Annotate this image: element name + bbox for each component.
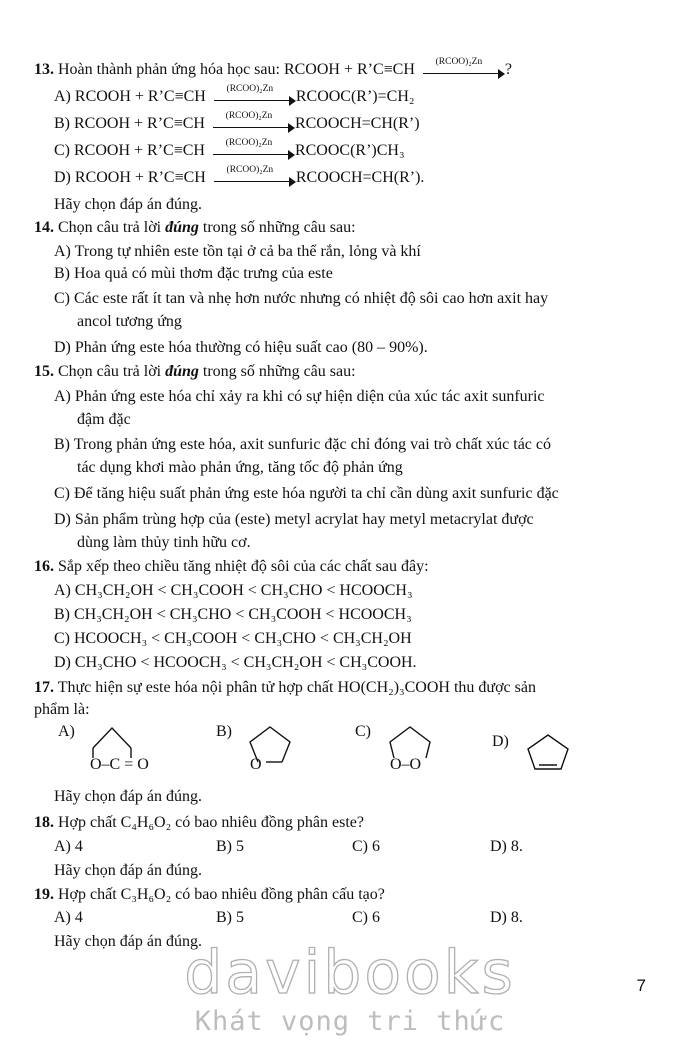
option-label: B) <box>216 838 232 855</box>
watermark-slogan: Khát vọng tri thức <box>194 1006 506 1037</box>
option-text: 8. <box>510 909 523 926</box>
question-number: 14. <box>34 219 54 236</box>
q13-option-c <box>54 138 405 161</box>
catalyst-label: (RCOO)₂Zn <box>226 84 274 94</box>
question-16 <box>34 557 429 577</box>
reactants: RCOOH + R’C≡CH <box>74 142 205 159</box>
q15-option-a <box>54 387 545 407</box>
oxolane-ring-label: O <box>250 756 262 773</box>
q14-option-c-cont: ancol tương ứng <box>77 313 182 330</box>
lactone-ring-label: O–C = O <box>90 756 149 773</box>
option-label: C) <box>352 909 368 926</box>
option-label: C) <box>54 290 70 307</box>
question-text: Thực hiện sự este hóa nội phân tử hợp chất HO(CH₂)₃COOH thu được sản <box>57 679 536 696</box>
option-text: CH₃CHO < HCOOCH₃ < CH₃CH₂OH < CH₃COOH. <box>74 654 417 671</box>
q14-option-c <box>54 289 548 309</box>
q16-option-a <box>54 581 413 601</box>
q18-option-b <box>216 837 244 857</box>
option-text: Để tăng hiệu suất phản ứng este hóa người ta chỉ cần dùng axit sunfuric đặc <box>74 485 559 502</box>
q19-option-d <box>490 908 523 928</box>
q15-option-b-cont: tác dụng khơi mào phản ứng, tăng tốc độ phản ứng <box>77 459 403 476</box>
option-text: 5 <box>236 838 244 855</box>
option-text: 6 <box>372 838 380 855</box>
option-label: D) <box>54 339 71 356</box>
q13-option-b <box>54 111 420 134</box>
emphasis: đúng <box>165 219 199 236</box>
q16-option-d <box>54 653 417 673</box>
option-label: A) <box>54 838 71 855</box>
reaction-arrow <box>210 165 296 188</box>
reaction-arrow <box>210 84 296 107</box>
reaction-arrow <box>209 111 295 134</box>
option-label: A) <box>54 388 71 405</box>
q16-option-c <box>54 629 412 649</box>
option-label: B) <box>54 265 70 282</box>
option-label: D) <box>54 654 71 671</box>
question-text: Hợp chất C₄H₆O₂ có bao nhiêu đồng phân este? <box>58 814 365 831</box>
question-text: Hoàn thành phản ứng hóa học sau: RCOOH + R’C≡CH <box>58 61 415 78</box>
question-17 <box>34 678 536 698</box>
question-number: 13. <box>34 61 54 78</box>
q14-option-d <box>54 338 428 358</box>
option-label: D) <box>54 169 71 186</box>
q18-option-a <box>54 837 83 857</box>
q14-option-a <box>54 242 421 262</box>
question-number: 17. <box>34 679 54 696</box>
q15-option-d-cont: dùng làm thủy tinh hữu cơ. <box>77 534 251 551</box>
option-text: 6 <box>372 909 380 926</box>
q13-prompt: Hãy chọn đáp án đúng. <box>54 196 202 213</box>
q17-option-c-label: C) <box>355 723 371 740</box>
option-text: 8. <box>510 838 523 855</box>
option-label: C) <box>54 630 70 647</box>
question-number: 16. <box>34 558 54 575</box>
option-label: A) <box>54 243 71 260</box>
q15-option-b <box>54 435 551 455</box>
q19-option-c <box>352 908 380 928</box>
dioxolane-ring-label: O–O <box>390 756 422 773</box>
product: RCOOCH=CH(R’) <box>294 115 420 132</box>
question-19 <box>34 885 385 905</box>
option-label: C) <box>54 485 70 502</box>
option-text: Các este rất ít tan và nhẹ hơn nước nhưng có nhiệt độ sôi cao hơn axit hay <box>74 290 549 307</box>
question-18 <box>34 813 364 833</box>
question-text: Sắp xếp theo chiều tăng nhiệt độ sôi của các chất sau đây: <box>58 558 429 575</box>
option-label: A) <box>54 909 71 926</box>
option-text: CH₃CH₂OH < CH₃CHO < CH₃COOH < HCOOCH₃ <box>74 606 412 623</box>
option-label: B) <box>54 436 70 453</box>
q17-option-a-label: A) <box>58 723 75 740</box>
option-text: Trong phản ứng este hóa, axit sunfuric đặc chỉ đóng vai trò chất xúc tác có <box>73 436 551 453</box>
option-text: 4 <box>74 838 83 855</box>
question-text: trong số những câu sau: <box>202 363 356 380</box>
question-tail: ? <box>504 61 513 78</box>
q16-option-b <box>54 605 412 625</box>
option-text: 4 <box>74 909 83 926</box>
catalyst-label: (RCOO)₂Zn <box>226 165 274 175</box>
question-number: 18. <box>34 814 54 831</box>
option-text: 5 <box>236 909 244 926</box>
option-label: C) <box>54 142 70 159</box>
cyclopentene-ring-icon <box>524 733 574 775</box>
option-label: A) <box>54 88 71 105</box>
page-number: 7 <box>636 976 646 995</box>
reaction-arrow <box>209 138 295 161</box>
q15-option-a-cont: đậm đặc <box>77 411 131 428</box>
option-text: Sản phẩm trùng hợp của (este) metyl acrylat hay metyl metacrylat được <box>74 511 534 528</box>
reactants: RCOOH + R’C≡CH <box>74 169 206 186</box>
question-number: 15. <box>34 363 54 380</box>
q14-option-b <box>54 264 333 284</box>
reaction-arrow <box>419 57 505 80</box>
question-text: Chọn câu trả lời <box>58 219 162 236</box>
option-label: A) <box>54 582 71 599</box>
question-15 <box>34 362 356 382</box>
q17-text-cont: phẩm là: <box>34 701 90 718</box>
product: RCOOCH=CH(R’). <box>295 169 425 186</box>
q15-option-c <box>54 484 559 504</box>
q17-option-d-label: D) <box>492 733 509 750</box>
option-label: B) <box>54 115 70 132</box>
option-text: Hoa quả có mùi thơm đặc trưng của este <box>74 265 333 282</box>
question-13 <box>34 57 513 80</box>
question-number: 19. <box>34 886 54 903</box>
option-text: HCOOCH₃ < CH₃COOH < CH₃CHO < CH₃CH₂OH <box>74 630 412 647</box>
catalyst-label: (RCOO)₂Zn <box>225 111 273 121</box>
q19-option-a <box>54 908 83 928</box>
catalyst-label: (RCOO)₂Zn <box>435 57 483 67</box>
reactants: RCOOH + R’C≡CH <box>74 88 206 105</box>
watermark-brand: davibooks <box>184 938 516 1008</box>
option-label: B) <box>216 909 232 926</box>
q17-option-b-label: B) <box>216 723 232 740</box>
product: RCOOC(R’)=CH₂ <box>295 88 415 105</box>
question-14 <box>34 218 356 238</box>
q17-prompt: Hãy chọn đáp án đúng. <box>54 788 202 805</box>
option-label: D) <box>54 511 71 528</box>
option-label: D) <box>490 909 507 926</box>
question-text: Hợp chất C₃H₆O₂ có bao nhiêu đồng phân cấu tạo? <box>58 886 385 903</box>
q15-option-d <box>54 510 534 530</box>
question-text: trong số những câu sau: <box>202 219 356 236</box>
option-text: CH₃CH₂OH < CH₃COOH < CH₃CHO < HCOOCH₃ <box>74 582 413 599</box>
q19-option-b <box>216 908 244 928</box>
q13-option-d <box>54 165 425 188</box>
option-label: C) <box>352 838 368 855</box>
q18-prompt: Hãy chọn đáp án đúng. <box>54 862 202 879</box>
option-label: D) <box>490 838 507 855</box>
product: RCOOC(R’)CH₃ <box>294 142 405 159</box>
option-text: Phản ứng este hóa thường có hiệu suất cao (80 – 90%). <box>74 339 428 356</box>
q18-option-d <box>490 837 523 857</box>
emphasis: đúng <box>165 363 199 380</box>
option-text: Phản ứng este hóa chỉ xảy ra khi có sự hiện diện của xúc tác axit sunfuric <box>74 388 545 405</box>
q19-prompt: Hãy chọn đáp án đúng. <box>54 933 202 950</box>
option-label: B) <box>54 606 70 623</box>
option-text: Trong tự nhiên este tồn tại ở cả ba thể rắn, lỏng và khí <box>74 243 421 260</box>
catalyst-label: (RCOO)₂Zn <box>225 138 273 148</box>
q13-option-a <box>54 84 415 107</box>
question-text: Chọn câu trả lời <box>58 363 162 380</box>
reactants: RCOOH + R’C≡CH <box>74 115 205 132</box>
q18-option-c <box>352 837 380 857</box>
